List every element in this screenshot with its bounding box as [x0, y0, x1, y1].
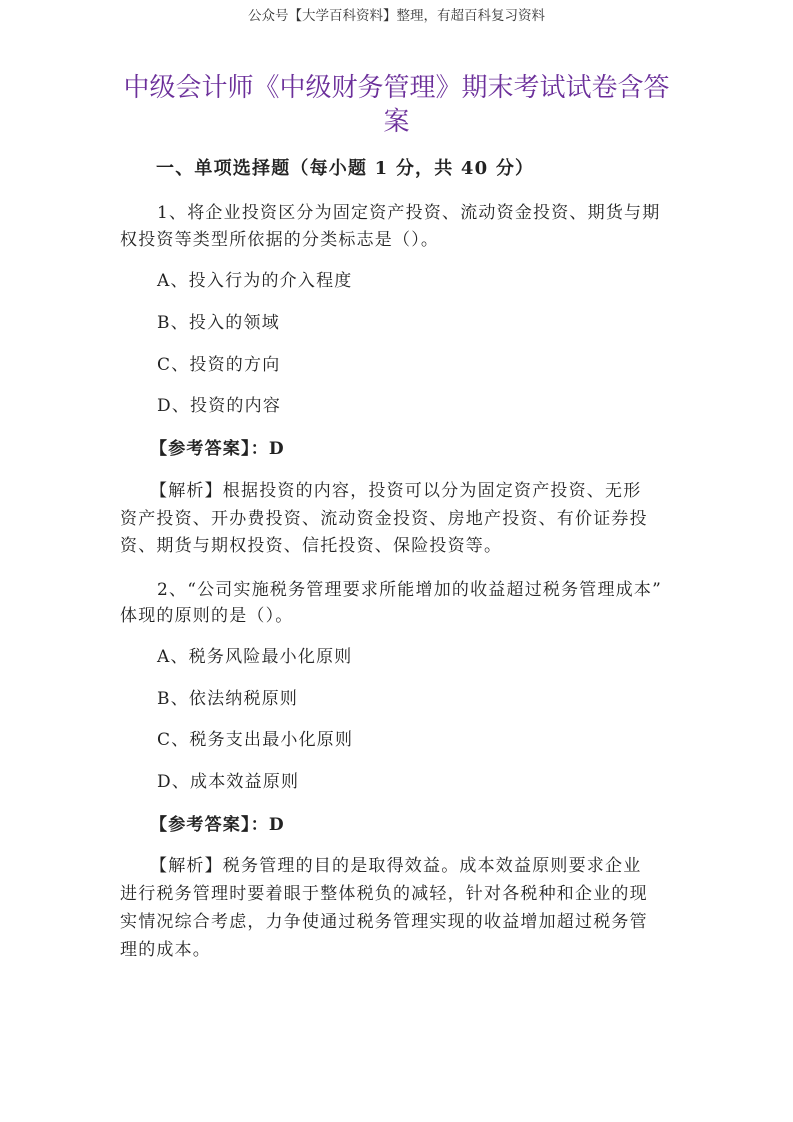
question-1-option-c: C、投资的方向 [157, 355, 281, 375]
question-2-stem-line-2: 体现的原则的是（）。 [120, 606, 294, 626]
question-1-analysis-line-3: 资、期货与期权投资、信托投资、保险投资等。 [120, 536, 503, 556]
question-2-option-a: A、税务风险最小化原则 [157, 647, 353, 667]
question-2-analysis-line-4: 理的成本。 [120, 940, 211, 960]
question-2-stem-line-1: 2、“公司实施税务管理要求所能增加的收益超过税务管理成本” [157, 580, 662, 600]
question-2-answer: 【参考答案】：D [150, 815, 285, 835]
question-2-analysis-line-1: 【解析】税务管理的目的是取得效益。成本效益原则要求企业 [150, 856, 642, 876]
question-1-option-d: D、投资的内容 [157, 396, 282, 416]
question-2-analysis-line-2: 进行税务管理时要着眼于整体税负的减轻，针对各税种和企业的现 [120, 884, 648, 904]
question-2-analysis-line-3: 实情况综合考虑，力争使通过税务管理实现的收益增加超过税务管 [120, 912, 648, 932]
document-title-line-2: 案 [383, 107, 410, 137]
section-heading: 一、单项选择题（每小题 1 分，共 40 分） [156, 158, 535, 179]
question-1-analysis-line-2: 资产投资、开办费投资、流动资金投资、房地产投资、有价证券投 [120, 509, 648, 529]
question-1-stem-line-1: 1、将企业投资区分为固定资产投资、流动资金投资、期货与期 [157, 203, 661, 223]
question-2-option-d: D、成本效益原则 [157, 772, 300, 792]
question-1-stem-line-2: 权投资等类型所依据的分类标志是（）。 [120, 230, 440, 250]
question-1-answer: 【参考答案】：D [150, 439, 285, 459]
question-1-option-a: A、投入行为的介入程度 [157, 271, 353, 291]
question-2-option-c: C、税务支出最小化原则 [157, 730, 354, 750]
question-1-analysis-line-1: 【解析】根据投资的内容，投资可以分为固定资产投资、无形 [150, 481, 642, 501]
document-title-line-1: 中级会计师《中级财务管理》期末考试试卷含答 [123, 73, 670, 103]
question-2-option-b: B、依法纳税原则 [157, 689, 299, 709]
page-header: 公众号【大学百科资料】整理，有超百科复习资料 [248, 8, 545, 24]
question-1-option-b: B、投入的领域 [157, 313, 280, 333]
